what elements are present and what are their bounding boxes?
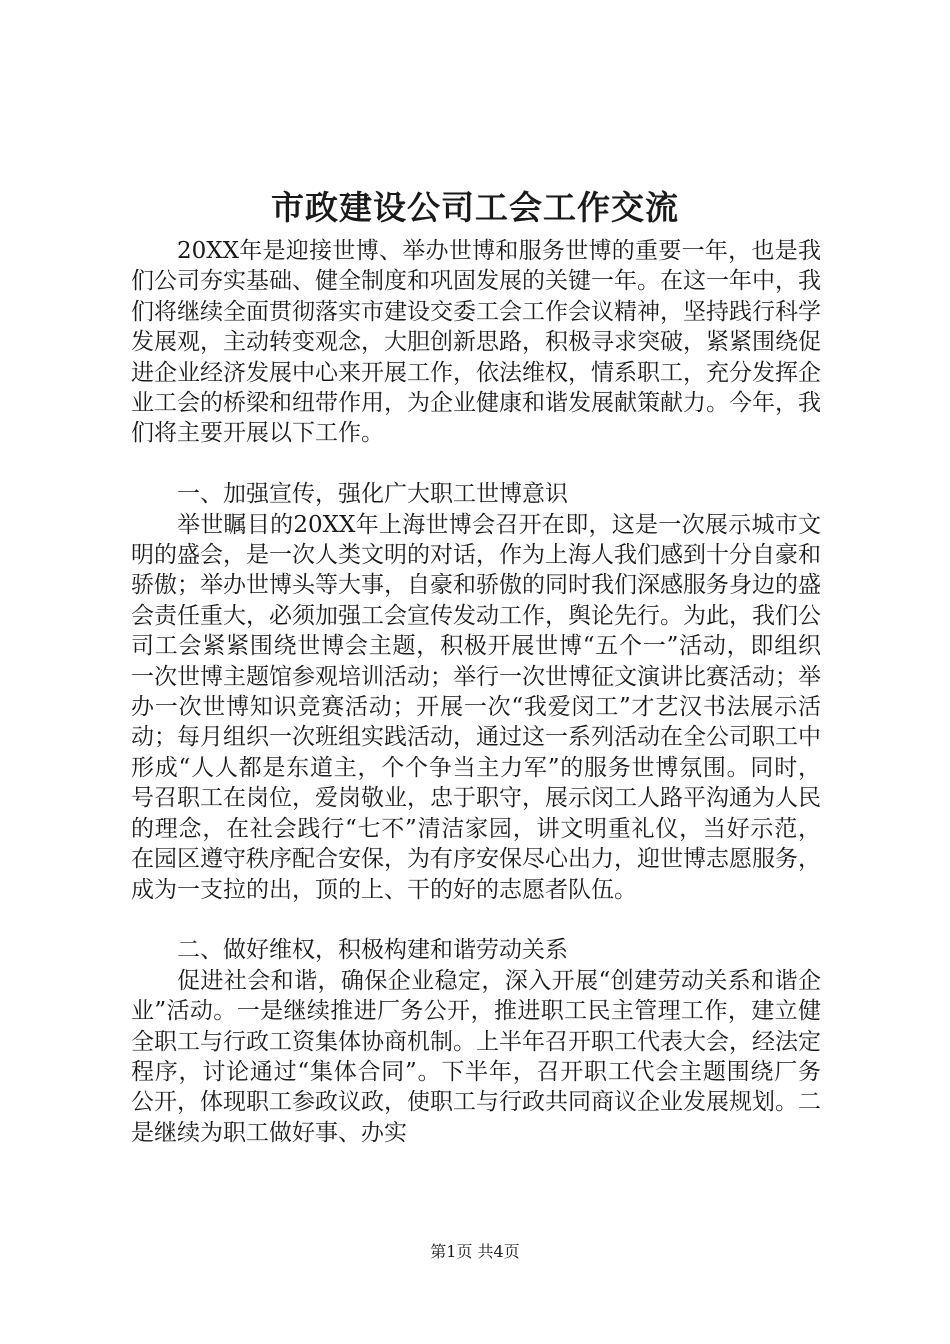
intro-paragraph: 20XX年是迎接世博、举办世博和服务世博的重要一年，也是我们公司夯实基础、健全制度和巩固发展的关键一年。在这一年中，我们将继续全面贯彻落实市建设交委工会工作会议精神，坚持践行科学发展观，主动转变观念，大胆创新思路，积极寻求突破，紧紧围绕促进企业经济发展中心来开展工作，依法维权，情系职工，充分发挥企业工会的桥梁和纽带作用，为企业健康和谐发展献策献力。今年，我们将主要开展以下工作。	[131, 238, 821, 447]
document-body	[131, 236, 821, 1148]
page-footer: 第1页 共4页	[430, 1242, 520, 1261]
section-heading-1: 一、加强宣传，强化广大职工世博意识	[177, 481, 568, 508]
paragraph-spacer	[131, 905, 821, 935]
section-body-2: 促进社会和谐，确保企业稳定，深入开展“创建劳动关系和谐企业”活动。一是继续推进厂务公开，推进职工民主管理工作，建立健全职工与行政工资集体协商机制。上半年召开职工代表大会，经法定程序，讨论通过“集体合同”。下半年，召开职工代会主题围绕厂务公开，体现职工参政议政，使职工与行政共同商议企业发展规划。二是继续为职工做好事、办实	[131, 967, 821, 1146]
section-body-1: 举世瞩目的20XX年上海世博会召开在即，这是一次展示城市文明的盛会，是一次人类文明的对话，作为上海人我们感到十分自豪和骄傲；举办世博头等大事，自豪和骄傲的同时我们深感服务身边的盛会责任重大，必须加强工会宣传发动工作，舆论先行。为此，我们公司工会紧紧围绕世博会主题，积极开展世博“五个一”活动，即组织一次世博主题馆参观培训活动；举行一次世博征文演讲比赛活动；举办一次世博知识竞赛活动；开展一次“我爱闵工”才艺汉书法展示活动；每月组织一次班组实践活动，通过这一系列活动在全公司职工中形成“人人都是东道主，个个争当主力军”的服务世博氛围。同时，号召职工在岗位，爱岗敬业，忠于职守，展示闵工人路平沟通为人民的理念，在社会践行“七不”清洁家园，讲文明重礼仪，当好示范，在园区遵守秩序配合安保，为有序安保尽心出力，迎世博志愿服务，成为一支拉的出，顶的上、干的好的志愿者队伍。	[131, 511, 821, 903]
document-title: 市政建设公司工会工作交流	[271, 188, 679, 227]
section-heading-2: 二、做好维权，积极构建和谐劳动关系	[177, 937, 568, 964]
paragraph-spacer	[131, 449, 821, 479]
